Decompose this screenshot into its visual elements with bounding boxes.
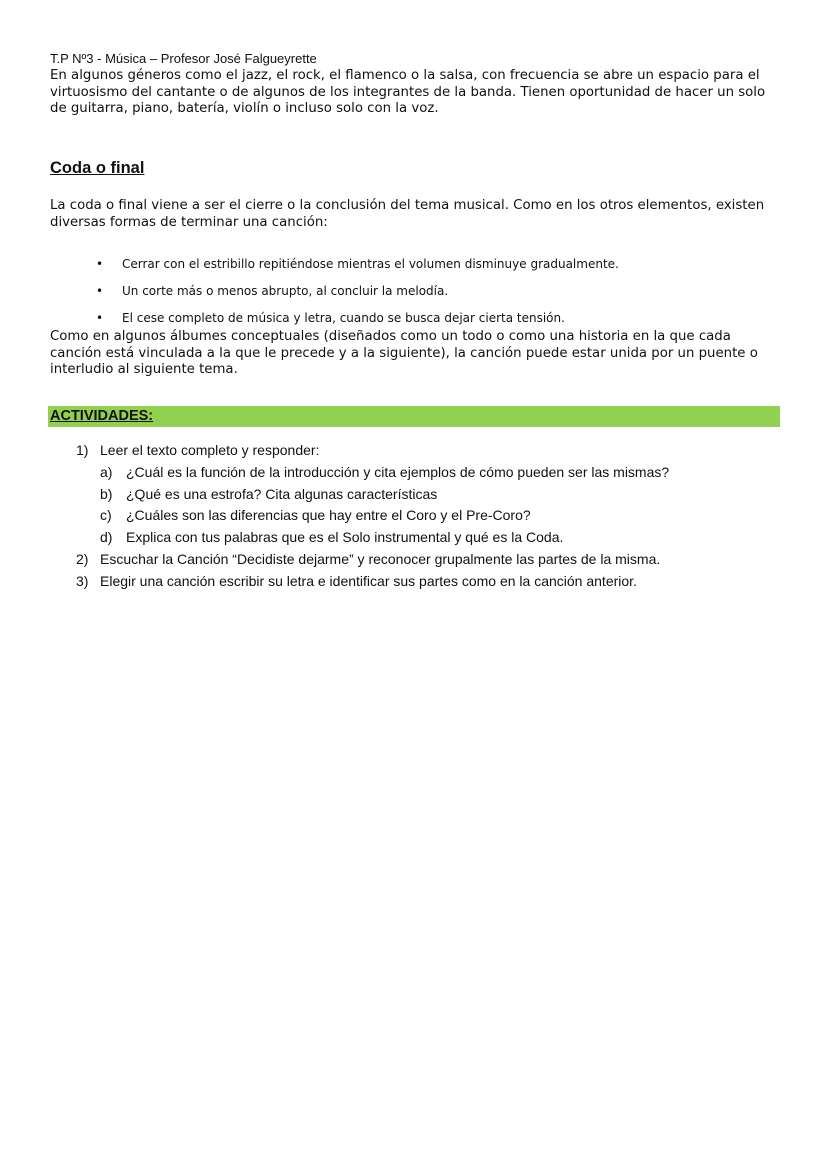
sub-activity-letter: d) xyxy=(100,529,113,546)
bullet-icon: • xyxy=(96,257,104,271)
section-title-coda: Coda o final xyxy=(50,159,145,177)
activity-number: 1) xyxy=(76,442,89,458)
sub-activity-letter: c) xyxy=(100,507,112,524)
bullet-icon: • xyxy=(96,311,104,325)
intro-paragraph: En algunos géneros como el jazz, el rock, el flamenco o la salsa, con frecuencia se abre un espacio para el virtuosismo del cantante o de algunos de los integrantes de la banda. Tienen oportunidad de hacer un solo de guitarra, piano, batería, violín o incluso solo con la voz. xyxy=(50,68,766,116)
sub-activity-item xyxy=(100,462,796,484)
coda-closing-paragraph: Como en algunos álbumes conceptuales (diseñados como un todo o como una historia en la que cada canción está vinculada a la que le precede y a la siguiente), la canción puede estar unida por un puente o interludio al siguiente tema. xyxy=(50,329,758,377)
activities-list xyxy=(76,440,796,593)
bullet-icon: • xyxy=(96,284,104,298)
activity-item xyxy=(76,571,796,593)
activity-text: Leer el texto completo y responder: xyxy=(100,442,320,458)
page-header: T.P Nº3 - Música – Profesor José Falgueyrette xyxy=(50,51,317,66)
bullet-text: Cerrar con el estribillo repitiéndose mientras el volumen disminuye gradualmente. xyxy=(122,257,619,271)
sub-activity-item xyxy=(100,527,796,549)
bullet-text: Un corte más o menos abrupto, al concluir la melodía. xyxy=(122,284,449,298)
sub-activity-text: ¿Qué es una estrofa? Cita algunas características xyxy=(126,485,438,502)
sub-activity-text: ¿Cuál es la función de la introducción y cita ejemplos de cómo pueden ser las mismas? xyxy=(126,463,670,480)
activities-heading: ACTIVIDADES: xyxy=(50,408,154,424)
list-item xyxy=(96,283,796,310)
activity-number: 3) xyxy=(76,572,89,589)
sub-activity-letter: b) xyxy=(100,485,113,502)
sub-activity-item xyxy=(100,505,796,527)
activity-number: 2) xyxy=(76,550,89,567)
list-item xyxy=(96,256,796,283)
activity-text: Escuchar la Canción “Decidiste dejarme” y reconocer grupalmente las partes de la misma. xyxy=(100,550,661,567)
activity-item xyxy=(76,549,796,571)
bullet-text: El cese completo de música y letra, cuando se busca dejar cierta tensión. xyxy=(122,311,565,325)
coda-paragraph: La coda o final viene a ser el cierre o la conclusión del tema musical. Como en los otros elementos, existen diversas formas de terminar una canción: xyxy=(50,198,765,230)
activity-text: Elegir una canción escribir su letra e identificar sus partes como en la canción anterior. xyxy=(100,572,637,589)
activities-header-band xyxy=(48,406,780,427)
sub-activity-letter: a) xyxy=(100,463,113,480)
sub-activity-text: Explica con tus palabras que es el Solo instrumental y qué es la Coda. xyxy=(126,529,564,546)
sub-activity-text: ¿Cuáles son las diferencias que hay entre el Coro y el Pre-Coro? xyxy=(126,507,531,524)
coda-bullet-list xyxy=(96,256,796,337)
activity-sublist xyxy=(76,462,796,549)
activity-item xyxy=(76,440,796,549)
sub-activity-item xyxy=(100,484,796,506)
